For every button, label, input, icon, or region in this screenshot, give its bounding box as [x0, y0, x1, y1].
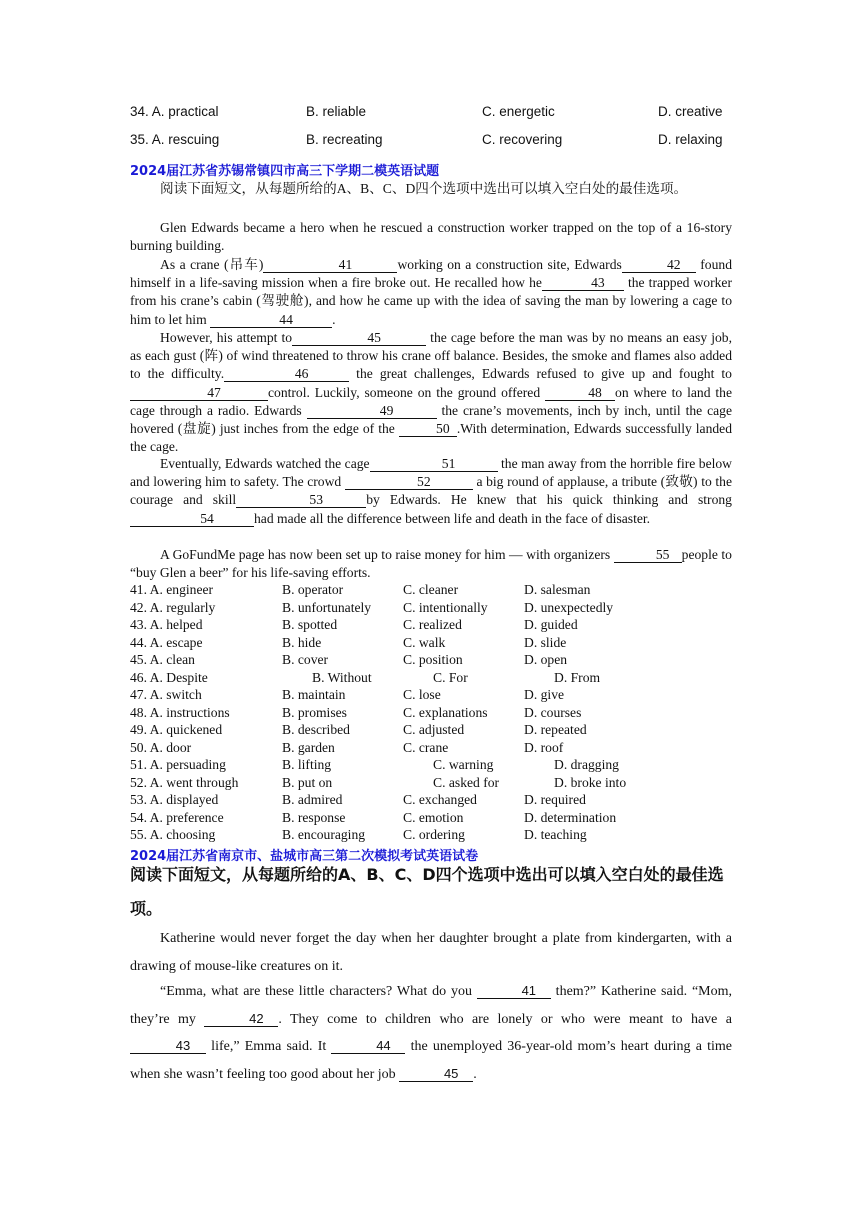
option-a: 35. A. rescuing: [130, 132, 220, 147]
option-row-45: [130, 652, 750, 669]
option-d: D. dragging: [554, 757, 619, 772]
text: As a crane (吊车): [160, 257, 264, 272]
text: the man away from the horrible fire below and lowering him to safety. The crowd: [130, 456, 732, 490]
blank-49[interactable]: 49: [307, 404, 437, 419]
option-row-50: [130, 740, 750, 757]
text: working on a construction site, Edwards: [397, 257, 622, 272]
option-a: 41. A. engineer: [130, 582, 214, 597]
text: had made all the difference between life and death in the face of disaster.: [254, 510, 651, 526]
option-row-42: [130, 600, 750, 617]
option-b: B. garden: [282, 739, 335, 755]
paragraph: Katherine would never forget the day when her daughter brought a plate from kindergarten, with a drawing of mouse-like creatures on it.: [130, 931, 732, 974]
option-row-46: [130, 670, 750, 687]
option-b: B. cover: [282, 652, 329, 667]
option-c: C. warning: [433, 757, 494, 772]
option-b: B. promises: [282, 704, 347, 720]
text: the great challenges, Edwards refused to give up and fought to: [349, 366, 732, 382]
option-a: 46. A. Despite: [130, 669, 208, 685]
option-d: D. roof: [524, 739, 564, 755]
option-a: 51. A. persuading: [130, 757, 226, 772]
option-c: C. position: [403, 652, 463, 667]
instruction: 阅读下面短文，从每题所给的A、B、C、D四个选项中选出可以填入空白处的最佳选项。: [130, 865, 724, 918]
option-row-51: [130, 757, 750, 774]
option-b: B. hide: [282, 634, 322, 650]
blank-50[interactable]: 50: [399, 422, 457, 437]
option-d: D. broke into: [554, 774, 627, 790]
option-row-44: [130, 635, 750, 652]
option-a: 47. A. switch: [130, 687, 202, 702]
option-d: D. give: [524, 687, 565, 702]
option-a: 49. A. quickened: [130, 722, 223, 737]
text: “Emma, what are these little characters? What do you: [160, 984, 477, 999]
option-a: 43. A. helped: [130, 617, 203, 632]
option-c: C. realized: [403, 617, 462, 632]
option-b: B. lifting: [282, 757, 332, 772]
option-c: C. asked for: [433, 774, 500, 790]
blank-48[interactable]: 48: [545, 386, 615, 401]
option-d: D. determination: [524, 809, 617, 825]
option-row-43: [130, 617, 750, 634]
option-b: B. reliable: [306, 104, 367, 119]
option-d: D. slide: [524, 634, 567, 650]
blank-44[interactable]: 44: [331, 1038, 405, 1054]
option-d: D. open: [524, 652, 568, 667]
paragraph: [130, 455, 732, 528]
blank-43[interactable]: 43: [542, 276, 624, 291]
text: the unemployed 36-year-old mom’s heart during a time when she wasn’t feeling too good about her job: [130, 1039, 732, 1082]
option-c: C. emotion: [403, 809, 464, 825]
option-c: C. walk: [403, 634, 446, 650]
option-d: D. required: [524, 792, 586, 807]
option-a: 52. A. went through: [130, 774, 239, 790]
option-b: B. maintain: [282, 687, 346, 702]
option-c: C. recovering: [482, 132, 563, 147]
blank-52[interactable]: 52: [345, 475, 473, 490]
blank-42[interactable]: 42: [204, 1011, 278, 1027]
option-row-55: [130, 827, 750, 844]
blank-55[interactable]: 55: [614, 548, 682, 563]
option-a: 44. A. escape: [130, 634, 203, 650]
paragraph: [130, 256, 732, 329]
option-d: D. teaching: [524, 827, 587, 842]
text: .: [473, 1066, 477, 1082]
option-row-34: [130, 104, 750, 126]
text: A GoFundMe page has now been set up to raise money for him — with organizers: [160, 547, 614, 562]
text: people to “buy Glen a beer” for his life-saving efforts.: [130, 547, 732, 581]
text: control. Luckily, someone on the ground offered: [268, 384, 546, 400]
text: life,” Emma said. It: [206, 1039, 332, 1054]
blank-42[interactable]: 42: [622, 258, 696, 273]
option-d: D. guided: [524, 617, 578, 632]
option-b: B. spotted: [282, 617, 338, 632]
option-b: B. Without: [312, 669, 372, 685]
text: them?” Katherine said. “Mom, they’re my: [130, 984, 733, 1027]
blank-51[interactable]: 51: [370, 457, 498, 472]
blank-45[interactable]: 45: [292, 331, 426, 346]
option-a: 45. A. clean: [130, 652, 195, 667]
option-b: B. response: [282, 809, 346, 825]
option-b: B. encouraging: [282, 827, 366, 842]
option-d: D. repeated: [524, 722, 587, 737]
blank-46[interactable]: 46: [224, 367, 349, 382]
option-row-49: [130, 722, 750, 739]
option-c: C. intentionally: [403, 599, 488, 615]
blank-53[interactable]: 53: [236, 493, 366, 508]
option-b: B. put on: [282, 774, 333, 790]
option-a: 53. A. displayed: [130, 792, 219, 807]
option-row-41: [130, 582, 750, 599]
blank-44[interactable]: 44: [210, 313, 332, 328]
text: Eventually, Edwards watched the cage: [160, 456, 370, 471]
option-a: 54. A. preference: [130, 809, 224, 825]
option-c: C. explanations: [403, 704, 488, 720]
blank-54[interactable]: 54: [130, 512, 254, 527]
text: .: [332, 311, 336, 327]
text: found himself in a life-saving mission when a fire broke out. He recalled how he: [130, 257, 732, 291]
option-a: 42. A. regularly: [130, 599, 216, 615]
option-b: B. unfortunately: [282, 599, 372, 615]
option-b: B. described: [282, 722, 350, 737]
option-d: D. creative: [658, 104, 723, 119]
option-row-52: [130, 775, 750, 792]
option-b: B. recreating: [306, 132, 383, 147]
text: by Edwards. He knew that his quick thinking and strong: [366, 492, 732, 508]
option-d: D. unexpectedly: [524, 599, 614, 615]
paragraph: [130, 329, 732, 456]
text: . They come to children who are lonely or who were meant to have a: [278, 1011, 732, 1027]
option-row-48: [130, 705, 750, 722]
blank-47[interactable]: 47: [130, 386, 268, 401]
blank-45[interactable]: 45: [399, 1066, 473, 1082]
option-row-47: [130, 687, 750, 704]
option-a: 34. A. practical: [130, 104, 219, 119]
text: .With determination, Edwards successfully landed the cage.: [130, 421, 732, 455]
text: However, his attempt to: [160, 330, 293, 345]
option-b: B. operator: [282, 582, 344, 597]
option-c: C. exchanged: [403, 792, 477, 807]
option-b: B. admired: [282, 792, 343, 807]
option-c: C. For: [433, 669, 468, 685]
option-d: D. salesman: [524, 582, 591, 597]
option-c: C. ordering: [403, 827, 465, 842]
text: a big round of applause, a tribute (致敬) to the courage and skill: [130, 474, 732, 508]
option-row-53: [130, 792, 750, 809]
option-c: C. lose: [403, 687, 441, 702]
option-row-35: [130, 132, 750, 154]
option-d: D. relaxing: [658, 132, 723, 147]
option-d: D. From: [554, 669, 601, 685]
instruction: 阅读下面短文，从每题所给的A、B、C、D四个选项中选出可以填入空白处的最佳选项。: [160, 181, 688, 196]
paragraph: Glen Edwards became a hero when he rescued a construction worker trapped on the top of a 16-story burning building.: [130, 220, 732, 254]
blank-41[interactable]: 41: [263, 258, 397, 273]
text: the trapped worker from his crane’s cabin (驾驶舱), and how he came up with the idea of saving the man by lowering a cage to him to let him: [130, 275, 732, 327]
blank-43[interactable]: 43: [130, 1038, 206, 1054]
option-c: C. energetic: [482, 104, 555, 119]
option-a: 50. A. door: [130, 739, 192, 755]
blank-41[interactable]: 41: [477, 983, 551, 999]
option-c: C. adjusted: [403, 722, 465, 737]
paragraph: [130, 978, 732, 1088]
paragraph: [130, 546, 732, 582]
option-c: C. cleaner: [403, 582, 459, 597]
text: the cage before the man was by no means an easy job, as each gust (阵) of wind threatened to throw his crane off balance. Besides, the smoke and flames also added to the difficulty.: [130, 330, 733, 382]
option-a: 55. A. choosing: [130, 827, 216, 842]
option-d: D. courses: [524, 704, 582, 720]
option-row-54: [130, 810, 750, 827]
text: the crane’s movements, inch by inch, until the cage hovered (盘旋) just inches from the edge of the: [130, 402, 733, 437]
option-c: C. crane: [403, 739, 449, 755]
text: on where to land the cage through a radio. Edwards: [130, 384, 732, 418]
section-heading: 2024届江苏省南京市、盐城市高三第二次模拟考试英语试卷: [130, 849, 479, 864]
section-heading: 2024届江苏省苏锡常镇四市高三下学期二模英语试题: [130, 164, 440, 179]
option-a: 48. A. instructions: [130, 704, 230, 720]
